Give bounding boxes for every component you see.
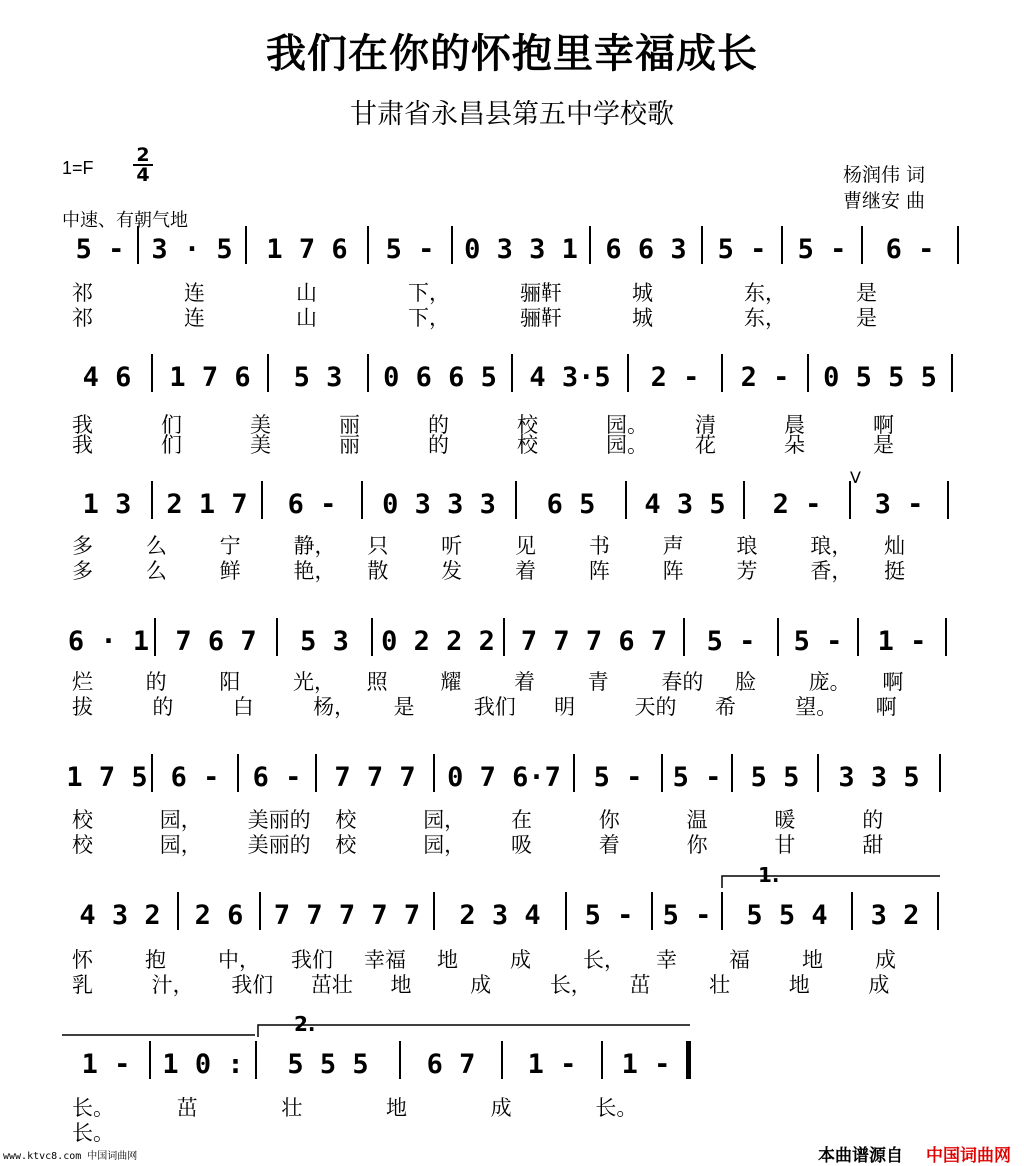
measure-1: 4 3 2: [79, 900, 161, 931]
lyric-verse1: 美: [250, 413, 271, 437]
lyric-verse2: 香，: [810, 559, 853, 583]
lyric-verse1: 多: [72, 534, 93, 558]
lyric-verse2: 骊靬: [520, 306, 562, 330]
lyric-verse2: 连: [184, 306, 205, 330]
measure-9: 6 -: [885, 234, 935, 265]
lyric-verse1: 琅，: [810, 534, 853, 558]
measure-3: 5 3: [300, 626, 349, 657]
lyric-verse1: 园，: [159, 808, 202, 832]
measure-3: 6 -: [287, 489, 337, 520]
measure-4: 5 -: [385, 234, 435, 265]
lyric-verse1: 园，: [423, 808, 466, 832]
lyric-verse1: 城: [632, 281, 653, 305]
lyricist-credit: 杨润伟 词: [843, 164, 926, 186]
lyric-verse1: 暖: [774, 808, 796, 832]
lyric-verse2: 芳: [736, 559, 758, 583]
lyric-verse2: 阵: [588, 559, 610, 583]
lyric-verse1: 长。: [595, 1096, 638, 1120]
lyric-verse2: 艳，: [293, 559, 336, 583]
system-2: [72, 354, 952, 457]
lyric-verse1: 祁: [72, 281, 93, 305]
lyric-verse1: 地: [802, 948, 823, 972]
lyric-verse2: 园，: [423, 833, 466, 857]
footer-source-label: 本曲谱源自: [818, 1146, 903, 1166]
measure-8: 3 2: [870, 900, 920, 931]
lyric-verse2: 长。: [72, 1121, 114, 1145]
lyric-verse1: 啊: [873, 413, 894, 437]
lyric-verse1: 静，: [293, 534, 336, 558]
lyric-verse1: 只: [367, 534, 389, 558]
lyric-verse1: 琅: [736, 534, 758, 558]
lyric-verse1: 们: [161, 413, 182, 437]
lyric-verse1: 是: [856, 281, 877, 305]
footer-site-left[interactable]: www.ktvc8.com 中国词曲网: [3, 1151, 138, 1162]
system-4: [68, 618, 946, 720]
lyric-verse1: 庞。: [808, 670, 851, 694]
subtitle: 甘肃省永昌县第五中学校歌: [350, 99, 674, 130]
measure-1: 4 6: [82, 362, 132, 393]
lyric-verse1: 我: [72, 413, 93, 437]
time-signature-top: 2: [136, 144, 150, 166]
lyric-verse1: 骊靬: [520, 281, 562, 305]
lyric-verse2: 着: [598, 833, 620, 857]
measure-2: 3 · 5: [151, 234, 233, 265]
lyric-verse2: 山: [296, 306, 317, 330]
lyric-verse2: 甘: [774, 833, 796, 857]
lyric-verse2: 丽: [339, 433, 360, 457]
measure-7: 2 -: [740, 362, 790, 393]
lyric-verse1: 听: [441, 534, 463, 558]
measure-8: 5 5: [750, 762, 800, 793]
lyric-verse2: 茁: [629, 973, 651, 997]
lyric-verse1: 在: [511, 808, 532, 832]
lyric-verse2: 校: [72, 833, 93, 857]
lyric-verse2: 地: [390, 973, 412, 997]
lyric-verse2: 我们: [231, 973, 274, 997]
lyric-verse2: 拔: [72, 695, 93, 719]
lyric-verse1: 灿: [884, 534, 906, 558]
measure-2: 1 0 :: [162, 1049, 244, 1080]
lyric-verse2: 甜: [862, 833, 884, 857]
time-signature-bottom: 4: [133, 164, 153, 184]
measure-2: 7 6 7: [175, 626, 257, 657]
lyric-verse2: 地: [788, 973, 810, 997]
lyric-verse2: 城: [632, 306, 653, 330]
final-barline: [686, 1041, 690, 1079]
measure-7: 5 -: [672, 762, 722, 793]
lyric-verse2: 汁，: [151, 973, 194, 997]
lyric-verse2: 成: [868, 973, 890, 997]
system-3: [72, 468, 948, 584]
lyric-verse2: 是: [856, 306, 877, 330]
lyric-verse1: 丽: [339, 413, 360, 437]
measure-5: 5 -: [584, 900, 634, 931]
measure-6: 6 6 3: [605, 234, 687, 265]
lyric-verse1: 福: [729, 948, 750, 972]
measure-1: 1 3: [82, 489, 132, 520]
measure-5: 1 -: [527, 1049, 577, 1080]
lyric-verse2: 祁: [72, 306, 93, 330]
lyric-verse2: 吸: [511, 833, 532, 857]
lyric-verse2: 天的: [634, 695, 677, 719]
lyric-verse1: 书: [588, 534, 610, 558]
lyric-verse2: 多: [72, 559, 93, 583]
lyric-verse2: 花: [695, 433, 716, 457]
lyric-verse2: 们: [161, 433, 182, 457]
lyric-verse1: 宁: [219, 534, 241, 558]
lyric-verse2: 杨，: [313, 695, 356, 719]
system-7: [72, 1012, 690, 1145]
lyric-verse2: 是: [393, 695, 415, 719]
lyric-verse1: 见: [515, 534, 536, 558]
measure-6: 5 -: [706, 626, 756, 657]
measure-2: 6 -: [170, 762, 220, 793]
measure-2: 2 1 7: [166, 489, 248, 520]
lyric-verse1: 我们: [291, 948, 333, 972]
lyric-verse1: 下，: [408, 281, 450, 305]
lyric-verse1: 幸福: [364, 948, 406, 972]
page-title: 我们在你的怀抱里幸福成长: [266, 31, 758, 77]
measure-7: 5 -: [793, 626, 843, 657]
measure-2: 2 6: [194, 900, 244, 931]
lyric-verse1: 园。: [606, 413, 648, 437]
lyric-verse2: 的: [152, 695, 174, 719]
lyric-verse1: 阳: [219, 670, 241, 694]
lyric-verse1: 成: [510, 948, 531, 972]
measure-2: 1 7 6: [169, 362, 251, 393]
lyric-verse1: 山: [296, 281, 317, 305]
system-1: [72, 226, 958, 331]
measure-6: 1 -: [621, 1049, 671, 1080]
volta-number: 2.: [294, 1012, 316, 1036]
lyric-verse1: 长，: [583, 948, 625, 972]
lyric-verse2: 美: [250, 433, 271, 457]
lyric-verse2: 园。: [606, 433, 648, 457]
lyric-verse1: 校: [335, 808, 357, 832]
measure-9: 3 3 5: [838, 762, 920, 793]
measure-4: 6 7: [426, 1049, 476, 1080]
measure-7: 2 -: [772, 489, 822, 520]
measure-8: 5 -: [797, 234, 847, 265]
measure-6: 4 3 5: [644, 489, 726, 520]
tempo-marking: 中速、有朝气地: [62, 210, 188, 231]
lyric-verse1: 耀: [440, 670, 462, 694]
system-5: [66, 754, 940, 858]
lyric-verse2: 的: [428, 433, 449, 457]
lyric-verse2: 长，: [549, 973, 592, 997]
lyric-verse1: 的: [862, 808, 884, 832]
lyric-verse1: 青: [587, 670, 609, 694]
measure-5: 7 7 7 6 7: [520, 626, 668, 657]
measure-4: 0 2 2 2: [381, 626, 495, 657]
volta-number: 1.: [758, 863, 780, 887]
measure-6: 5 -: [593, 762, 643, 793]
lyric-verse2: 散: [367, 559, 389, 583]
footer-source-site[interactable]: 中国词曲网: [926, 1146, 1011, 1166]
lyric-verse1: 清: [695, 413, 716, 437]
measure-4: 0 3 3 3: [382, 489, 496, 520]
composer-credit: 曹继安 曲: [843, 190, 926, 212]
lyric-verse2: 东，: [744, 306, 786, 330]
lyric-verse2: 壮: [709, 973, 731, 997]
volta-bracket: [722, 876, 940, 888]
lyric-verse1: 春的: [661, 670, 704, 694]
system-6: [72, 863, 940, 998]
measure-4: 0 6 6 5: [383, 362, 497, 393]
lyric-verse1: 烂: [72, 670, 93, 694]
lyric-verse2: 下，: [408, 306, 450, 330]
measure-5: 0 7 6·7: [447, 762, 561, 793]
lyric-verse1: 怀: [72, 948, 93, 972]
volta-bracket: [258, 1025, 690, 1037]
lyric-verse2: 你: [686, 833, 708, 857]
lyric-verse2: 阵: [662, 559, 684, 583]
lyric-verse1: 中，: [218, 948, 260, 972]
lyric-verse1: 校: [517, 413, 538, 437]
measure-8: 3 -: [874, 489, 924, 520]
lyric-verse2: 成: [470, 973, 492, 997]
lyric-verse1: 啊: [882, 670, 904, 694]
lyric-verse1: 光，: [293, 670, 335, 694]
measure-5: 6 5: [546, 489, 596, 520]
lyric-verse1: 东，: [744, 281, 786, 305]
measure-7: 5 5 4: [746, 900, 828, 931]
measure-5: 0 3 3 1: [464, 234, 578, 265]
lyric-verse2: 发: [441, 559, 463, 583]
lyric-verse2: 希: [714, 695, 736, 719]
lyric-verse1: 的: [145, 670, 167, 694]
measure-4: 2 3 4: [459, 900, 541, 931]
measure-8: 0 5 5 5: [823, 362, 937, 393]
lyric-verse1: 温: [686, 808, 708, 832]
lyric-verse1: 地: [437, 948, 458, 972]
lyric-verse2: 望。: [795, 695, 838, 719]
lyric-verse2: 着: [515, 559, 536, 583]
measure-8: 1 -: [877, 626, 927, 657]
lyric-verse2: 明: [554, 695, 576, 719]
lyric-verse2: 白: [232, 695, 254, 719]
measure-1: 1 7 5: [66, 762, 148, 793]
measure-6: 5 -: [662, 900, 712, 931]
lyric-verse1: 你: [598, 808, 620, 832]
measure-3: 1 7 6: [266, 234, 348, 265]
lyric-verse1: 照: [366, 670, 388, 694]
lyric-verse1: 幸: [656, 948, 677, 972]
measure-1: 5 -: [75, 234, 125, 265]
measure-3: 5 3: [293, 362, 343, 393]
lyric-verse1: 抱: [145, 948, 166, 972]
measure-1: 6 · 1: [67, 626, 150, 657]
lyric-verse1: 美丽的: [247, 808, 311, 832]
lyric-verse2: 校: [335, 833, 357, 857]
lyric-verse2: 乳: [72, 973, 93, 997]
key-signature: 1=F: [62, 158, 94, 178]
lyric-verse1: 脸: [735, 670, 756, 694]
measure-4: 7 7 7: [334, 762, 416, 793]
lyric-verse2: 茁壮: [310, 973, 353, 997]
lyric-verse1: 声: [662, 534, 684, 558]
lyric-verse1: 晨: [784, 413, 805, 437]
lyric-verse1: 的: [428, 413, 449, 437]
lyric-verse2: 美丽的: [247, 833, 311, 857]
lyric-verse2: 园，: [159, 833, 202, 857]
lyric-verse2: 鲜: [219, 559, 241, 583]
lyric-verse2: 啊: [875, 695, 897, 719]
lyric-verse1: 连: [184, 281, 205, 305]
lyric-verse1: 着: [514, 670, 535, 694]
lyric-verse2: 朵: [784, 433, 805, 457]
lyric-verse2: 我: [72, 433, 93, 457]
lyric-verse1: 壮: [281, 1096, 303, 1120]
measure-3: 6 -: [252, 762, 302, 793]
lyric-verse1: 校: [72, 808, 93, 832]
measure-3: 5 5 5: [287, 1049, 369, 1080]
lyric-verse2: 校: [517, 433, 538, 457]
measure-3: 7 7 7 7 7: [273, 900, 421, 931]
lyric-verse2: 是: [873, 433, 894, 457]
lyric-verse2: 我们: [473, 695, 516, 719]
measure-6: 2 -: [650, 362, 700, 393]
lyric-verse1: 成: [490, 1096, 512, 1120]
lyric-verse1: 成: [875, 948, 896, 972]
lyric-verse1: 长。: [72, 1096, 114, 1120]
lyric-verse2: 么: [145, 559, 167, 583]
lyric-verse1: 么: [145, 534, 167, 558]
lyric-verse1: 地: [386, 1096, 407, 1120]
measure-1: 1 -: [81, 1049, 131, 1080]
measure-7: 5 -: [717, 234, 767, 265]
lyric-verse1: 茁: [176, 1096, 198, 1120]
measure-5: 4 3·5: [529, 362, 611, 393]
lyric-verse2: 挺: [884, 559, 906, 583]
breath-mark: V: [850, 468, 861, 487]
